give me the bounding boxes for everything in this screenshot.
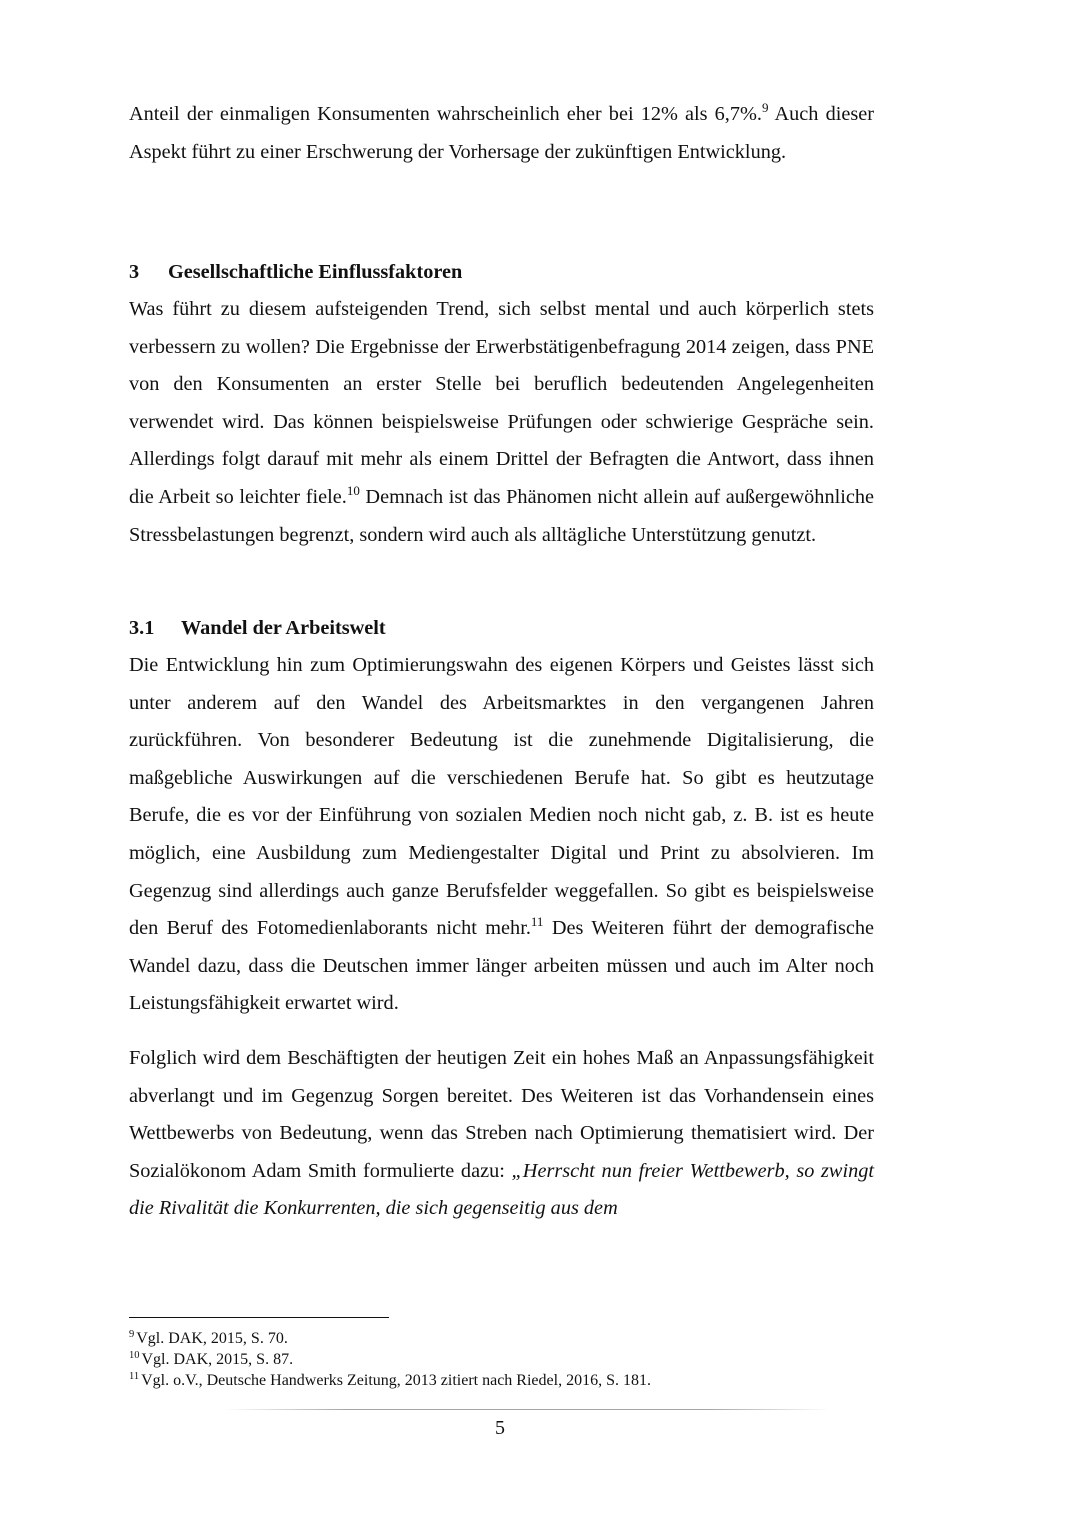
- footnote-text: Vgl. DAK, 2015, S. 87.: [141, 1351, 294, 1368]
- footnote-reference[interactable]: 9: [762, 100, 769, 115]
- paragraph-text: [129, 96, 874, 171]
- paragraph-text-part: Folglich wird dem Beschäftigten der heutigen Zeit ein hohes Maß an Anpassungsfähigkeit abverlangt und im Gegenzug Sorgen bereitet. Des Weiteren ist das Vorhandensein eines Wettbewerbs von Bedeutung, wenn das Streben nach Optimierung thematisiert wird. Der Sozialökonom Adam Smith formulierte dazu:: [129, 1047, 874, 1182]
- footnote-text: Vgl. DAK, 2015, S. 70.: [136, 1330, 288, 1347]
- section-heading-3-1: [129, 612, 386, 644]
- footer-divider: [225, 1409, 830, 1410]
- paragraph-text: [129, 1040, 874, 1228]
- paragraph-text-part: Anteil der einmaligen Konsumenten wahrscheinlich eher bei 12% als 6,7%.: [129, 103, 762, 125]
- section-number: 3: [129, 261, 140, 283]
- paragraph-text: [129, 647, 874, 1023]
- footnote-item: [129, 1328, 874, 1349]
- section-title: Wandel der Arbeitswelt: [181, 617, 386, 639]
- section-heading-3: [129, 256, 462, 288]
- footnote-number: 9: [129, 1329, 135, 1340]
- paragraph-text: [129, 291, 874, 554]
- footnote-reference[interactable]: 10: [346, 482, 360, 498]
- paragraph-text-part: Demnach ist das Phänomen nicht allein auf außergewöhnliche Stressbelastungen begrenzt, sondern wird auch als alltägliche Unterstützung genutzt.: [129, 485, 874, 546]
- footnote-text: Vgl. o.V., Deutsche Handwerks Zeitung, 2013 zitiert nach Riedel, 2016, S. 181.: [141, 1372, 651, 1389]
- paragraph-text-part: Des Weiteren führt der demografische Wandel dazu, dass die Deutschen immer länger arbeiten müssen und auch im Alter noch Leistungsfähigkeit erwartet wird.: [129, 917, 874, 1015]
- paragraph-intro: [129, 96, 874, 171]
- section-number: 3.1: [129, 617, 155, 639]
- paragraph-section-3-1: [129, 647, 874, 1023]
- footnote-item: [129, 1370, 874, 1391]
- footnote-number: 11: [129, 1371, 140, 1382]
- footnote-item: [129, 1349, 874, 1370]
- paragraph-text-part: Die Entwicklung hin zum Optimierungswahn des eigenen Körpers und Geistes lässt sich unter anderem auf den Wandel des Arbeitsmarktes in den vergangenen Jahren zurückführen. Von besonderer Bedeutung ist die zunehmende Digitalisierung, die maßgebliche Auswirkungen auf die verschiedenen Berufe hat. So gibt es heutzutage Berufe, die es vor der Einführung von sozialen Medien noch nicht gab, z. B. ist es heute möglich, eine Ausbildung zum Mediengestalter Digital und Print zu absolvieren. Im Gegenzug sind allerdings auch ganze Berufsfelder weggefallen. So gibt es beispielsweise den Beruf des Fotomedienlaborants nicht mehr.: [129, 654, 874, 940]
- paragraph-section-3: [129, 291, 874, 554]
- section-title: Gesellschaftliche Einflussfaktoren: [168, 261, 463, 283]
- paragraph-text-part: Was führt zu diesem aufsteigenden Trend, sich selbst mental und auch körperlich stets verbessern zu wollen? Die Ergebnisse der Erwerbstätigenbefragung 2014 zeigen, dass PNE von den Konsumenten an erster Stelle bei beruflich bedeutenden Angelegenheiten verwendet wird. Das können beispielsweise Prüfungen oder schwierige Gespräche sein. Allerdings folgt darauf mit mehr als einem Drittel der Befragten die Antwort, dass ihnen die Arbeit so leichter fiele.: [129, 298, 874, 508]
- footnote-reference[interactable]: 11: [530, 914, 544, 930]
- footnote-number: 10: [129, 1350, 140, 1361]
- page-number: 5: [495, 1417, 505, 1439]
- footnotes: [129, 1328, 874, 1391]
- adam-smith-quote: „Herrscht nun freier Wettbewerb, so zwingt die Rivalität die Konkurrenten, die sich gegenseitig aus dem: [129, 1159, 874, 1220]
- paragraph-text-part: Auch dieser Aspekt führt zu einer Erschwerung der Vorhersage der zukünftigen Entwicklung.: [129, 103, 874, 163]
- paragraph-competition: [129, 1040, 874, 1228]
- footnote-separator: [129, 1317, 389, 1318]
